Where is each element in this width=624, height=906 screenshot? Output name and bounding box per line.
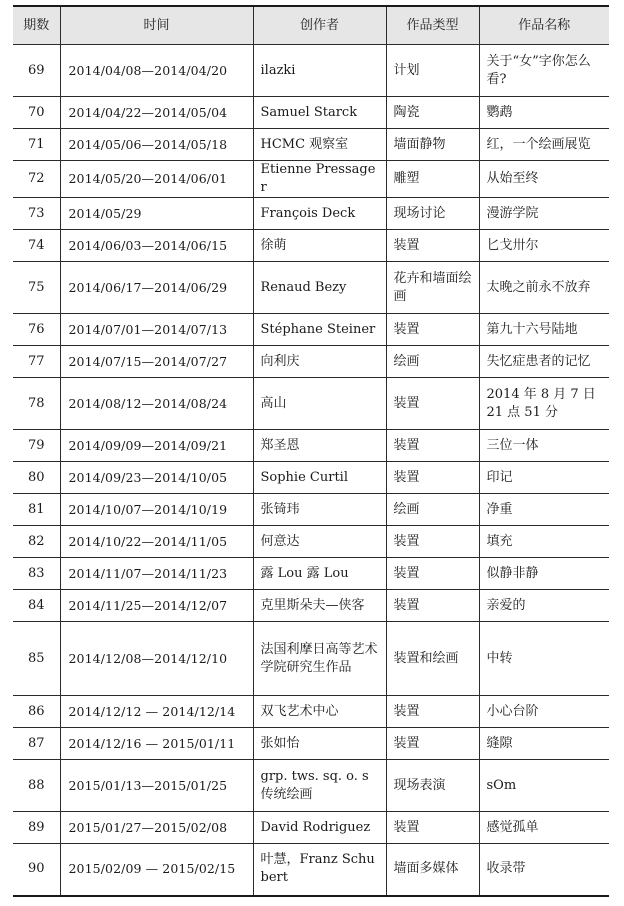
table-row <box>13 844 609 896</box>
cell-work-title: 感觉孤单 <box>479 812 609 844</box>
table-row <box>13 129 609 161</box>
cell-issue-no: 72 <box>13 161 60 198</box>
cell-time: 2014/10/07—2014/10/19 <box>60 494 253 526</box>
cell-creator: 张如怡 <box>253 728 386 760</box>
cell-time: 2014/06/03—2014/06/15 <box>60 230 253 262</box>
cell-time: 2015/02/09 — 2015/02/15 <box>60 844 253 896</box>
cell-work-type: 装置 <box>386 696 479 728</box>
cell-time: 2014/11/07—2014/11/23 <box>60 558 253 590</box>
cell-work-type: 装置 <box>386 378 479 430</box>
cell-issue-no: 77 <box>13 346 60 378</box>
cell-work-title: 三位一体 <box>479 430 609 462</box>
cell-work-type: 装置 <box>386 812 479 844</box>
cell-issue-no: 75 <box>13 262 60 314</box>
table-header <box>13 6 609 45</box>
cell-time: 2014/12/08—2014/12/10 <box>60 622 253 696</box>
exhibition-table <box>13 5 609 897</box>
cell-creator: Sophie Curtil <box>253 462 386 494</box>
cell-time: 2014/09/23—2014/10/05 <box>60 462 253 494</box>
cell-creator: Stéphane Steiner <box>253 314 386 346</box>
cell-time: 2014/07/01—2014/07/13 <box>60 314 253 346</box>
cell-work-title: 鹦鹉 <box>479 97 609 129</box>
cell-work-type: 装置 <box>386 462 479 494</box>
cell-creator: 露 Lou 露 Lou <box>253 558 386 590</box>
cell-creator: Renaud Bezy <box>253 262 386 314</box>
cell-work-type: 装置 <box>386 314 479 346</box>
cell-work-type: 墙面多媒体 <box>386 844 479 896</box>
table-row <box>13 558 609 590</box>
cell-issue-no: 87 <box>13 728 60 760</box>
cell-creator: 何意达 <box>253 526 386 558</box>
cell-work-type: 花卉和墙面绘画 <box>386 262 479 314</box>
cell-work-type: 现场表演 <box>386 760 479 812</box>
table-row <box>13 430 609 462</box>
cell-issue-no: 84 <box>13 590 60 622</box>
table-row <box>13 760 609 812</box>
cell-work-type: 计划 <box>386 45 479 97</box>
cell-work-title: 2014 年 8 月 7 日 21 点 51 分 <box>479 378 609 430</box>
table-row <box>13 526 609 558</box>
table-row <box>13 494 609 526</box>
cell-work-title: 似静非静 <box>479 558 609 590</box>
table-row <box>13 728 609 760</box>
header-issue-no: 期数 <box>13 6 60 45</box>
cell-work-title: 太晚之前永不放弃 <box>479 262 609 314</box>
table-row <box>13 161 609 198</box>
cell-work-title: 匕戈卅尔 <box>479 230 609 262</box>
cell-time: 2014/10/22—2014/11/05 <box>60 526 253 558</box>
cell-time: 2014/04/22—2014/05/04 <box>60 97 253 129</box>
cell-time: 2015/01/13—2015/01/25 <box>60 760 253 812</box>
cell-work-type: 装置 <box>386 728 479 760</box>
cell-time: 2014/05/29 <box>60 198 253 230</box>
cell-issue-no: 83 <box>13 558 60 590</box>
cell-time: 2014/12/12 — 2014/12/14 <box>60 696 253 728</box>
cell-work-type: 装置和绘画 <box>386 622 479 696</box>
cell-creator: HCMC 观察室 <box>253 129 386 161</box>
cell-time: 2014/07/15—2014/07/27 <box>60 346 253 378</box>
cell-creator: François Deck <box>253 198 386 230</box>
cell-work-type: 墙面静物 <box>386 129 479 161</box>
cell-issue-no: 78 <box>13 378 60 430</box>
table-row <box>13 198 609 230</box>
table-row <box>13 590 609 622</box>
cell-time: 2014/08/12—2014/08/24 <box>60 378 253 430</box>
cell-issue-no: 69 <box>13 45 60 97</box>
cell-time: 2014/05/06—2014/05/18 <box>60 129 253 161</box>
cell-time: 2014/06/17—2014/06/29 <box>60 262 253 314</box>
cell-creator: 双飞艺术中心 <box>253 696 386 728</box>
cell-creator: 克里斯朵夫—侠客 <box>253 590 386 622</box>
table-row <box>13 696 609 728</box>
cell-work-title: 收录带 <box>479 844 609 896</box>
cell-issue-no: 89 <box>13 812 60 844</box>
header-row <box>13 6 609 45</box>
table-row <box>13 812 609 844</box>
cell-issue-no: 86 <box>13 696 60 728</box>
cell-time: 2014/04/08—2014/04/20 <box>60 45 253 97</box>
cell-work-title: 亲爱的 <box>479 590 609 622</box>
cell-creator: 张锜玮 <box>253 494 386 526</box>
table-row <box>13 378 609 430</box>
cell-work-title: 印记 <box>479 462 609 494</box>
table-row <box>13 462 609 494</box>
header-work-type: 作品类型 <box>386 6 479 45</box>
cell-issue-no: 73 <box>13 198 60 230</box>
cell-work-title: 第九十六号陆地 <box>479 314 609 346</box>
cell-work-title: sOm <box>479 760 609 812</box>
cell-work-type: 装置 <box>386 230 479 262</box>
cell-issue-no: 80 <box>13 462 60 494</box>
cell-work-type: 装置 <box>386 558 479 590</box>
cell-work-title: 失忆症患者的记忆 <box>479 346 609 378</box>
cell-work-type: 陶瓷 <box>386 97 479 129</box>
table-row <box>13 97 609 129</box>
cell-creator: grp. tws. sq. o. s 传统绘画 <box>253 760 386 812</box>
cell-time: 2014/12/16 — 2015/01/11 <box>60 728 253 760</box>
cell-issue-no: 79 <box>13 430 60 462</box>
table-body <box>13 45 609 896</box>
cell-work-type: 雕塑 <box>386 161 479 198</box>
cell-work-title: 红，一个绘画展览 <box>479 129 609 161</box>
cell-work-title: 填充 <box>479 526 609 558</box>
cell-issue-no: 76 <box>13 314 60 346</box>
table-row <box>13 346 609 378</box>
cell-issue-no: 82 <box>13 526 60 558</box>
cell-work-title: 缝隙 <box>479 728 609 760</box>
cell-work-title: 小心台阶 <box>479 696 609 728</box>
cell-creator: 高山 <box>253 378 386 430</box>
cell-time: 2014/05/20—2014/06/01 <box>60 161 253 198</box>
cell-work-title: 中转 <box>479 622 609 696</box>
header-creator: 创作者 <box>253 6 386 45</box>
table-row <box>13 622 609 696</box>
table-row <box>13 45 609 97</box>
cell-work-title: 关于“女”字你怎么看? <box>479 45 609 97</box>
cell-work-type: 绘画 <box>386 494 479 526</box>
cell-work-type: 装置 <box>386 526 479 558</box>
cell-creator: Samuel Starck <box>253 97 386 129</box>
cell-work-title: 净重 <box>479 494 609 526</box>
cell-work-title: 从始至终 <box>479 161 609 198</box>
table-row <box>13 262 609 314</box>
cell-creator: 徐萌 <box>253 230 386 262</box>
cell-time: 2014/09/09—2014/09/21 <box>60 430 253 462</box>
cell-creator: Etienne Pressager <box>253 161 386 198</box>
cell-time: 2014/11/25—2014/12/07 <box>60 590 253 622</box>
cell-work-type: 装置 <box>386 590 479 622</box>
table-row <box>13 230 609 262</box>
cell-issue-no: 71 <box>13 129 60 161</box>
cell-creator: ilazki <box>253 45 386 97</box>
cell-creator: 叶慧，Franz Schubert <box>253 844 386 896</box>
header-time: 时间 <box>60 6 253 45</box>
cell-issue-no: 88 <box>13 760 60 812</box>
cell-issue-no: 90 <box>13 844 60 896</box>
cell-creator: 法国利摩日高等艺术学院研究生作品 <box>253 622 386 696</box>
cell-issue-no: 85 <box>13 622 60 696</box>
cell-issue-no: 81 <box>13 494 60 526</box>
cell-creator: 向利庆 <box>253 346 386 378</box>
table-row <box>13 314 609 346</box>
cell-issue-no: 74 <box>13 230 60 262</box>
cell-work-type: 绘画 <box>386 346 479 378</box>
cell-work-type: 现场讨论 <box>386 198 479 230</box>
cell-time: 2015/01/27—2015/02/08 <box>60 812 253 844</box>
header-work-title: 作品名称 <box>479 6 609 45</box>
cell-work-type: 装置 <box>386 430 479 462</box>
cell-issue-no: 70 <box>13 97 60 129</box>
cell-creator: 郑圣恩 <box>253 430 386 462</box>
cell-creator: David Rodriguez <box>253 812 386 844</box>
cell-work-title: 漫游学院 <box>479 198 609 230</box>
